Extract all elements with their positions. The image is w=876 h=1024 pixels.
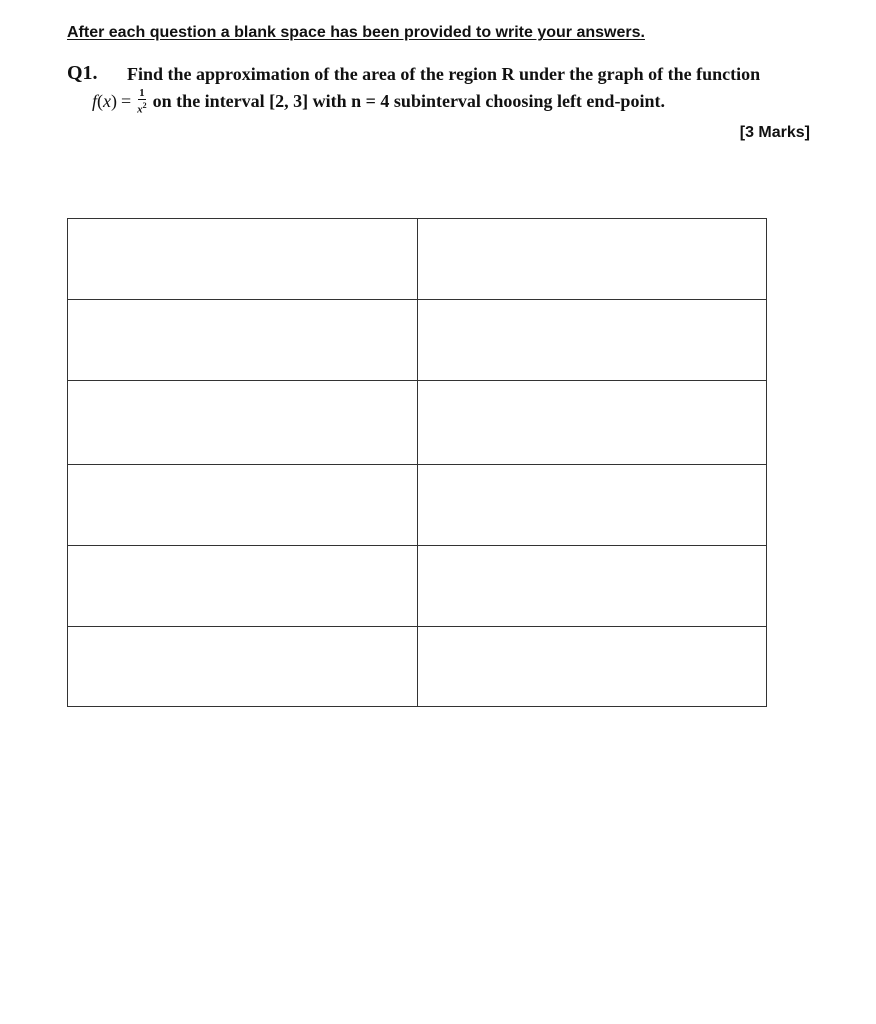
- answer-cell[interactable]: [68, 546, 418, 627]
- instruction-heading: After each question a blank space has been provided to write your answers.: [67, 24, 645, 41]
- answer-row: [68, 300, 767, 381]
- answer-cell[interactable]: [68, 381, 418, 465]
- marks-label: [3 Marks]: [739, 124, 810, 141]
- fraction-denominator: [137, 100, 147, 116]
- function-open-paren: (: [97, 91, 104, 112]
- answer-cell[interactable]: [417, 465, 767, 546]
- answer-row: [68, 546, 767, 627]
- fraction-numerator: 1: [139, 87, 145, 99]
- answer-cell[interactable]: [417, 627, 767, 707]
- answer-row: [68, 465, 767, 546]
- answer-cell[interactable]: [417, 546, 767, 627]
- answer-grid: [67, 218, 767, 707]
- question-text-line1: Find the approximation of the area of the region R under the graph of the function: [127, 64, 761, 84]
- answer-cell[interactable]: [417, 219, 767, 300]
- question-number: Q1.: [67, 62, 98, 84]
- denominator-exponent: 2: [142, 101, 147, 110]
- function-name: f: [92, 91, 98, 112]
- answer-row: [68, 381, 767, 465]
- fraction: [137, 88, 147, 116]
- question-text-line2-rest: on the interval [2, 3] with n = 4 subinterval choosing left end-point.: [152, 91, 665, 112]
- equals-sign: =: [121, 91, 132, 112]
- answer-cell[interactable]: [68, 300, 418, 381]
- question-text-line2: [92, 88, 665, 116]
- function-close-paren: ): [111, 91, 118, 112]
- denominator-base: x: [137, 103, 143, 116]
- answer-row: [68, 627, 767, 707]
- answer-cell[interactable]: [68, 627, 418, 707]
- answer-cell[interactable]: [417, 300, 767, 381]
- answer-cell[interactable]: [68, 465, 418, 546]
- answer-cell[interactable]: [68, 219, 418, 300]
- answer-cell[interactable]: [417, 381, 767, 465]
- answer-row: [68, 219, 767, 300]
- function-variable: x: [103, 91, 112, 112]
